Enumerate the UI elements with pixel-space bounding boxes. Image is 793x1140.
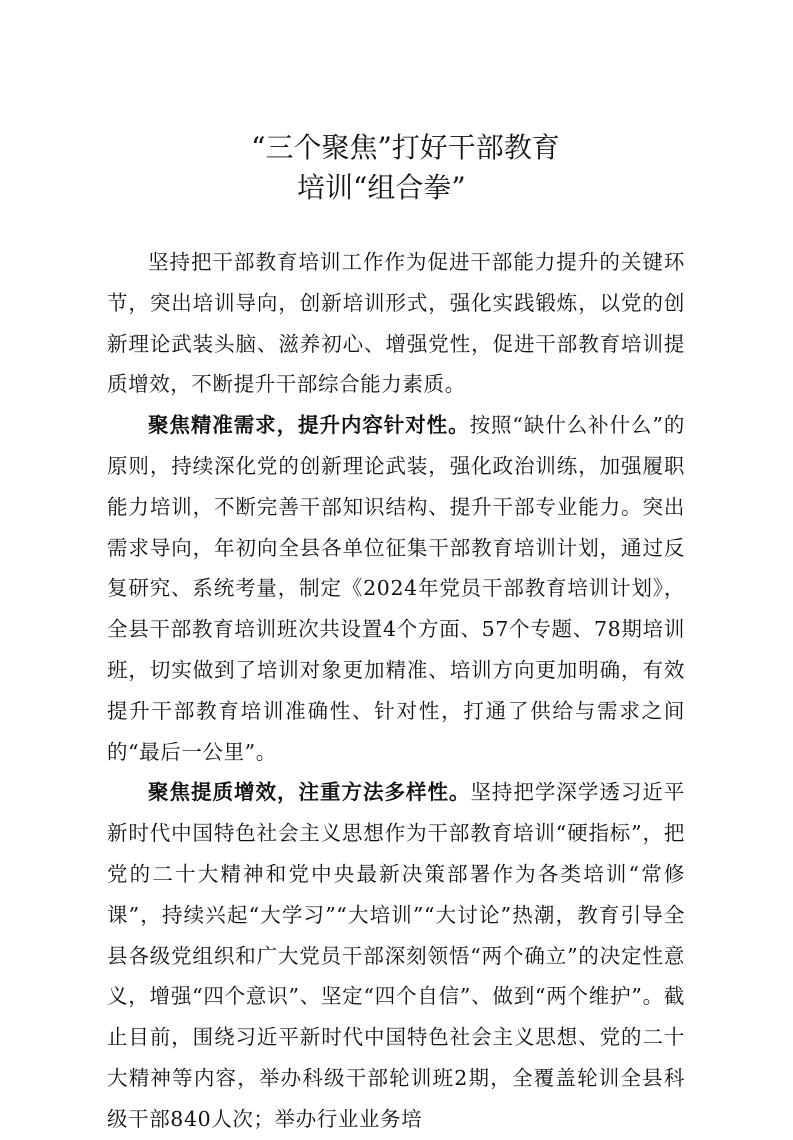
paragraph-precise-needs-text: 按照“缺什么补什么”的原则，持续深化党的创新理论武装，强化政治训练，加强履职能力培训，不断完善干部知识结构、提升干部专业能力。突出需求导向，年初向全县各单位征集干部教育培训计划，通过反复研究、系统考量，制定《2024年党员干部教育培训计划》，全县干部教育培训班次共设置4个方面、57个专题、78期培训班，切实做到了培训对象更加精准、培训方向更加明确，有效提升干部教育培训准确性、针对性，打通了供给与需求之间的“最后一公里”。: [107, 413, 685, 764]
paragraph-intro: [107, 242, 685, 405]
paragraph-quality-efficiency-lead: 聚焦提质增效，注重方法多样性。: [148, 780, 471, 805]
paragraph-intro-text: 坚持把干部教育培训工作作为促进干部能力提升的关键环节，突出培训导向，创新培训形式，强化实践锻炼，以党的创新理论武装头脑、滋养初心、增强党性，促进干部教育培训提质增效，不断提升干部综合能力素质。: [107, 250, 685, 397]
document-title: [0, 128, 793, 208]
paragraph-precise-needs: [107, 405, 685, 772]
document-body: [107, 242, 685, 1140]
paragraph-quality-efficiency-text: 坚持把学深学透习近平新时代中国特色社会主义思想作为干部教育培训“硬指标”，把党的二十大精神和党中央最新决策部署作为各类培训“常修课”，持续兴起“大学习”“大培训”“大讨论”热潮，教育引导全县各级党组织和广大党员干部深刻领悟“两个确立”的决定性意义，增强“四个意识”、坚定“四个自信”、做到“两个维护”。截止目前，围绕习近平新时代中国特色社会主义思想、党的二十大精神等内容，举办科级干部轮训班2期，全覆盖轮训全县科级干部840人次；举办行业业务培: [107, 780, 685, 1131]
paragraph-quality-efficiency: [107, 772, 685, 1139]
paragraph-precise-needs-lead: 聚焦精准需求，提升内容针对性。: [148, 413, 470, 438]
title-line-2: 培训“组合拳”: [297, 171, 466, 204]
title-line-1: “三个聚焦”打好干部教育: [251, 131, 560, 164]
